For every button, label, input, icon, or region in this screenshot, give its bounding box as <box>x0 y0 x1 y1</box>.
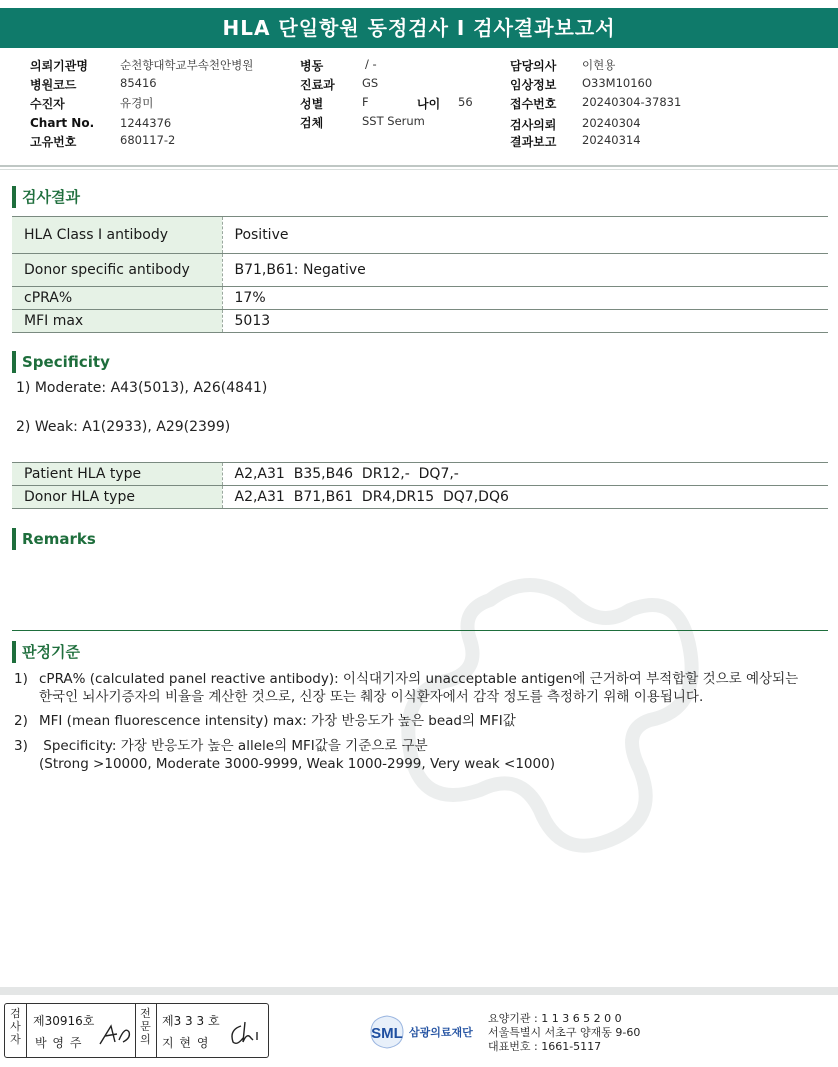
info-label: 검체 <box>300 116 324 130</box>
age-label: 나이 <box>417 97 441 111</box>
footer-divider <box>0 987 838 995</box>
signer-name: 지 현 영 <box>162 1036 210 1050</box>
signer-role: 전문의 <box>140 1007 151 1046</box>
info-value: 85416 <box>120 76 157 90</box>
info-value: / - <box>365 57 377 71</box>
table-row <box>12 217 828 254</box>
criteria-number: 2) <box>14 713 28 729</box>
table-row <box>12 254 828 287</box>
watermark-logo <box>340 560 838 860</box>
criteria-text: 한국인 뇌사기증자의 비율을 계산한 것으로, 신장 또는 췌장 이식환자에서 감작 정도를 측정하기 위해 이용됩니다. <box>39 689 704 705</box>
info-value: 20240304 <box>582 116 641 130</box>
remarks-heading: Remarks <box>12 528 96 550</box>
info-value: 1244376 <box>120 116 172 130</box>
info-value: O33M10160 <box>582 76 653 90</box>
info-value: SST Serum <box>362 114 425 128</box>
divider <box>12 630 828 631</box>
specificity-line: 2) Weak: A1(2933), A29(2399) <box>16 419 231 435</box>
info-label: 성별 <box>300 97 324 111</box>
patient-info <box>0 55 838 165</box>
result-key: MFI max <box>12 310 222 333</box>
info-value: F <box>362 95 369 109</box>
results-table <box>12 216 828 333</box>
criteria-text: MFI (mean fluorescence intensity) max: 가장 반응도가 높은 bead의 MFI값 <box>39 713 516 729</box>
info-label: 병원코드 <box>30 78 77 92</box>
result-value: 5013 <box>222 310 828 333</box>
result-value: 17% <box>222 287 828 310</box>
result-key: cPRA% <box>12 287 222 310</box>
specificity-heading: Specificity <box>12 351 110 373</box>
institution-line: 대표번호 : 1661-5117 <box>488 1040 602 1053</box>
info-value: GS <box>362 76 379 90</box>
org-name: 삼광의료재단 <box>409 1026 473 1039</box>
info-label: 담당의사 <box>510 59 557 73</box>
criteria-text: (Strong >10000, Moderate 3000-9999, Weak 1000-2999, Very weak <1000) <box>39 756 555 772</box>
sml-emblem-icon <box>365 1012 409 1052</box>
criteria-text: cPRA% (calculated panel reactive antibody): 이식대기자의 unacceptable antigen에 근거하여 부적합할 것으로 예상되는 <box>39 671 799 687</box>
sml-logo <box>365 1012 485 1052</box>
table-row <box>12 310 828 333</box>
table-row <box>12 463 828 486</box>
info-value: 순천향대학교부속천안병원 <box>120 58 254 72</box>
info-label: 임상정보 <box>510 78 557 92</box>
signer-license: 제30916호 <box>33 1014 95 1028</box>
info-value: 680117-2 <box>120 133 176 147</box>
result-key: Donor specific antibody <box>12 254 222 287</box>
signer-name: 박 영 주 <box>35 1036 83 1050</box>
info-label: Chart No. <box>30 116 95 130</box>
signature-mark <box>227 1020 265 1046</box>
institution-line: 서울특별시 서초구 양재동 9-60 <box>488 1026 641 1039</box>
info-label: 병동 <box>300 59 324 73</box>
criteria-number: 1) <box>14 671 28 687</box>
report-title: HLA 단일항원 동정검사 I 검사결과보고서 <box>0 8 838 48</box>
info-value: 유경미 <box>120 96 154 110</box>
hla-type-table <box>12 462 828 509</box>
signature-box <box>4 1003 269 1058</box>
criteria-number: 3) <box>14 738 28 754</box>
signer-license: 제3 3 3 호 <box>162 1014 220 1028</box>
info-label: 고유번호 <box>30 135 77 149</box>
table-row <box>12 486 828 509</box>
hla-type-value: A2,A31 B71,B61 DR4,DR15 DQ7,DQ6 <box>222 486 828 509</box>
institution-info <box>488 1012 640 1054</box>
info-value: 이현용 <box>582 58 616 72</box>
criteria-text: Specificity: 가장 반응도가 높은 allele의 MFI값을 기준으로 구분 <box>39 738 428 754</box>
signer-role: 검사자 <box>10 1007 21 1046</box>
hla-type-value: A2,A31 B35,B46 DR12,- DQ7,- <box>222 463 828 486</box>
info-value: 20240314 <box>582 133 641 147</box>
result-value: B71,B61: Negative <box>222 254 828 287</box>
institution-line: 요양기관 : 1 1 3 6 5 2 0 0 <box>488 1012 622 1025</box>
signer-label-vertical <box>135 1004 157 1057</box>
logo-text: SML <box>371 1025 403 1042</box>
info-label: 결과보고 <box>510 135 557 149</box>
info-value: 20240304-37831 <box>582 95 682 109</box>
result-value: Positive <box>222 217 828 254</box>
specificity-line: 1) Moderate: A43(5013), A26(4841) <box>16 380 268 396</box>
info-label: 진료과 <box>300 78 335 92</box>
hla-type-key: Patient HLA type <box>12 463 222 486</box>
age-value: 56 <box>458 95 473 109</box>
signature-mark <box>97 1022 135 1048</box>
result-key: HLA Class I antibody <box>12 217 222 254</box>
info-label: 접수번호 <box>510 97 557 111</box>
info-label: 수진자 <box>30 97 65 111</box>
criteria-heading: 판정기준 <box>12 641 80 663</box>
table-row <box>12 287 828 310</box>
info-label: 검사의뢰 <box>510 118 557 132</box>
divider <box>0 169 838 170</box>
signer-label-vertical <box>5 1004 27 1057</box>
divider <box>0 165 838 167</box>
results-heading: 검사결과 <box>12 186 80 208</box>
hla-type-key: Donor HLA type <box>12 486 222 509</box>
info-label: 의뢰기관명 <box>30 59 88 73</box>
